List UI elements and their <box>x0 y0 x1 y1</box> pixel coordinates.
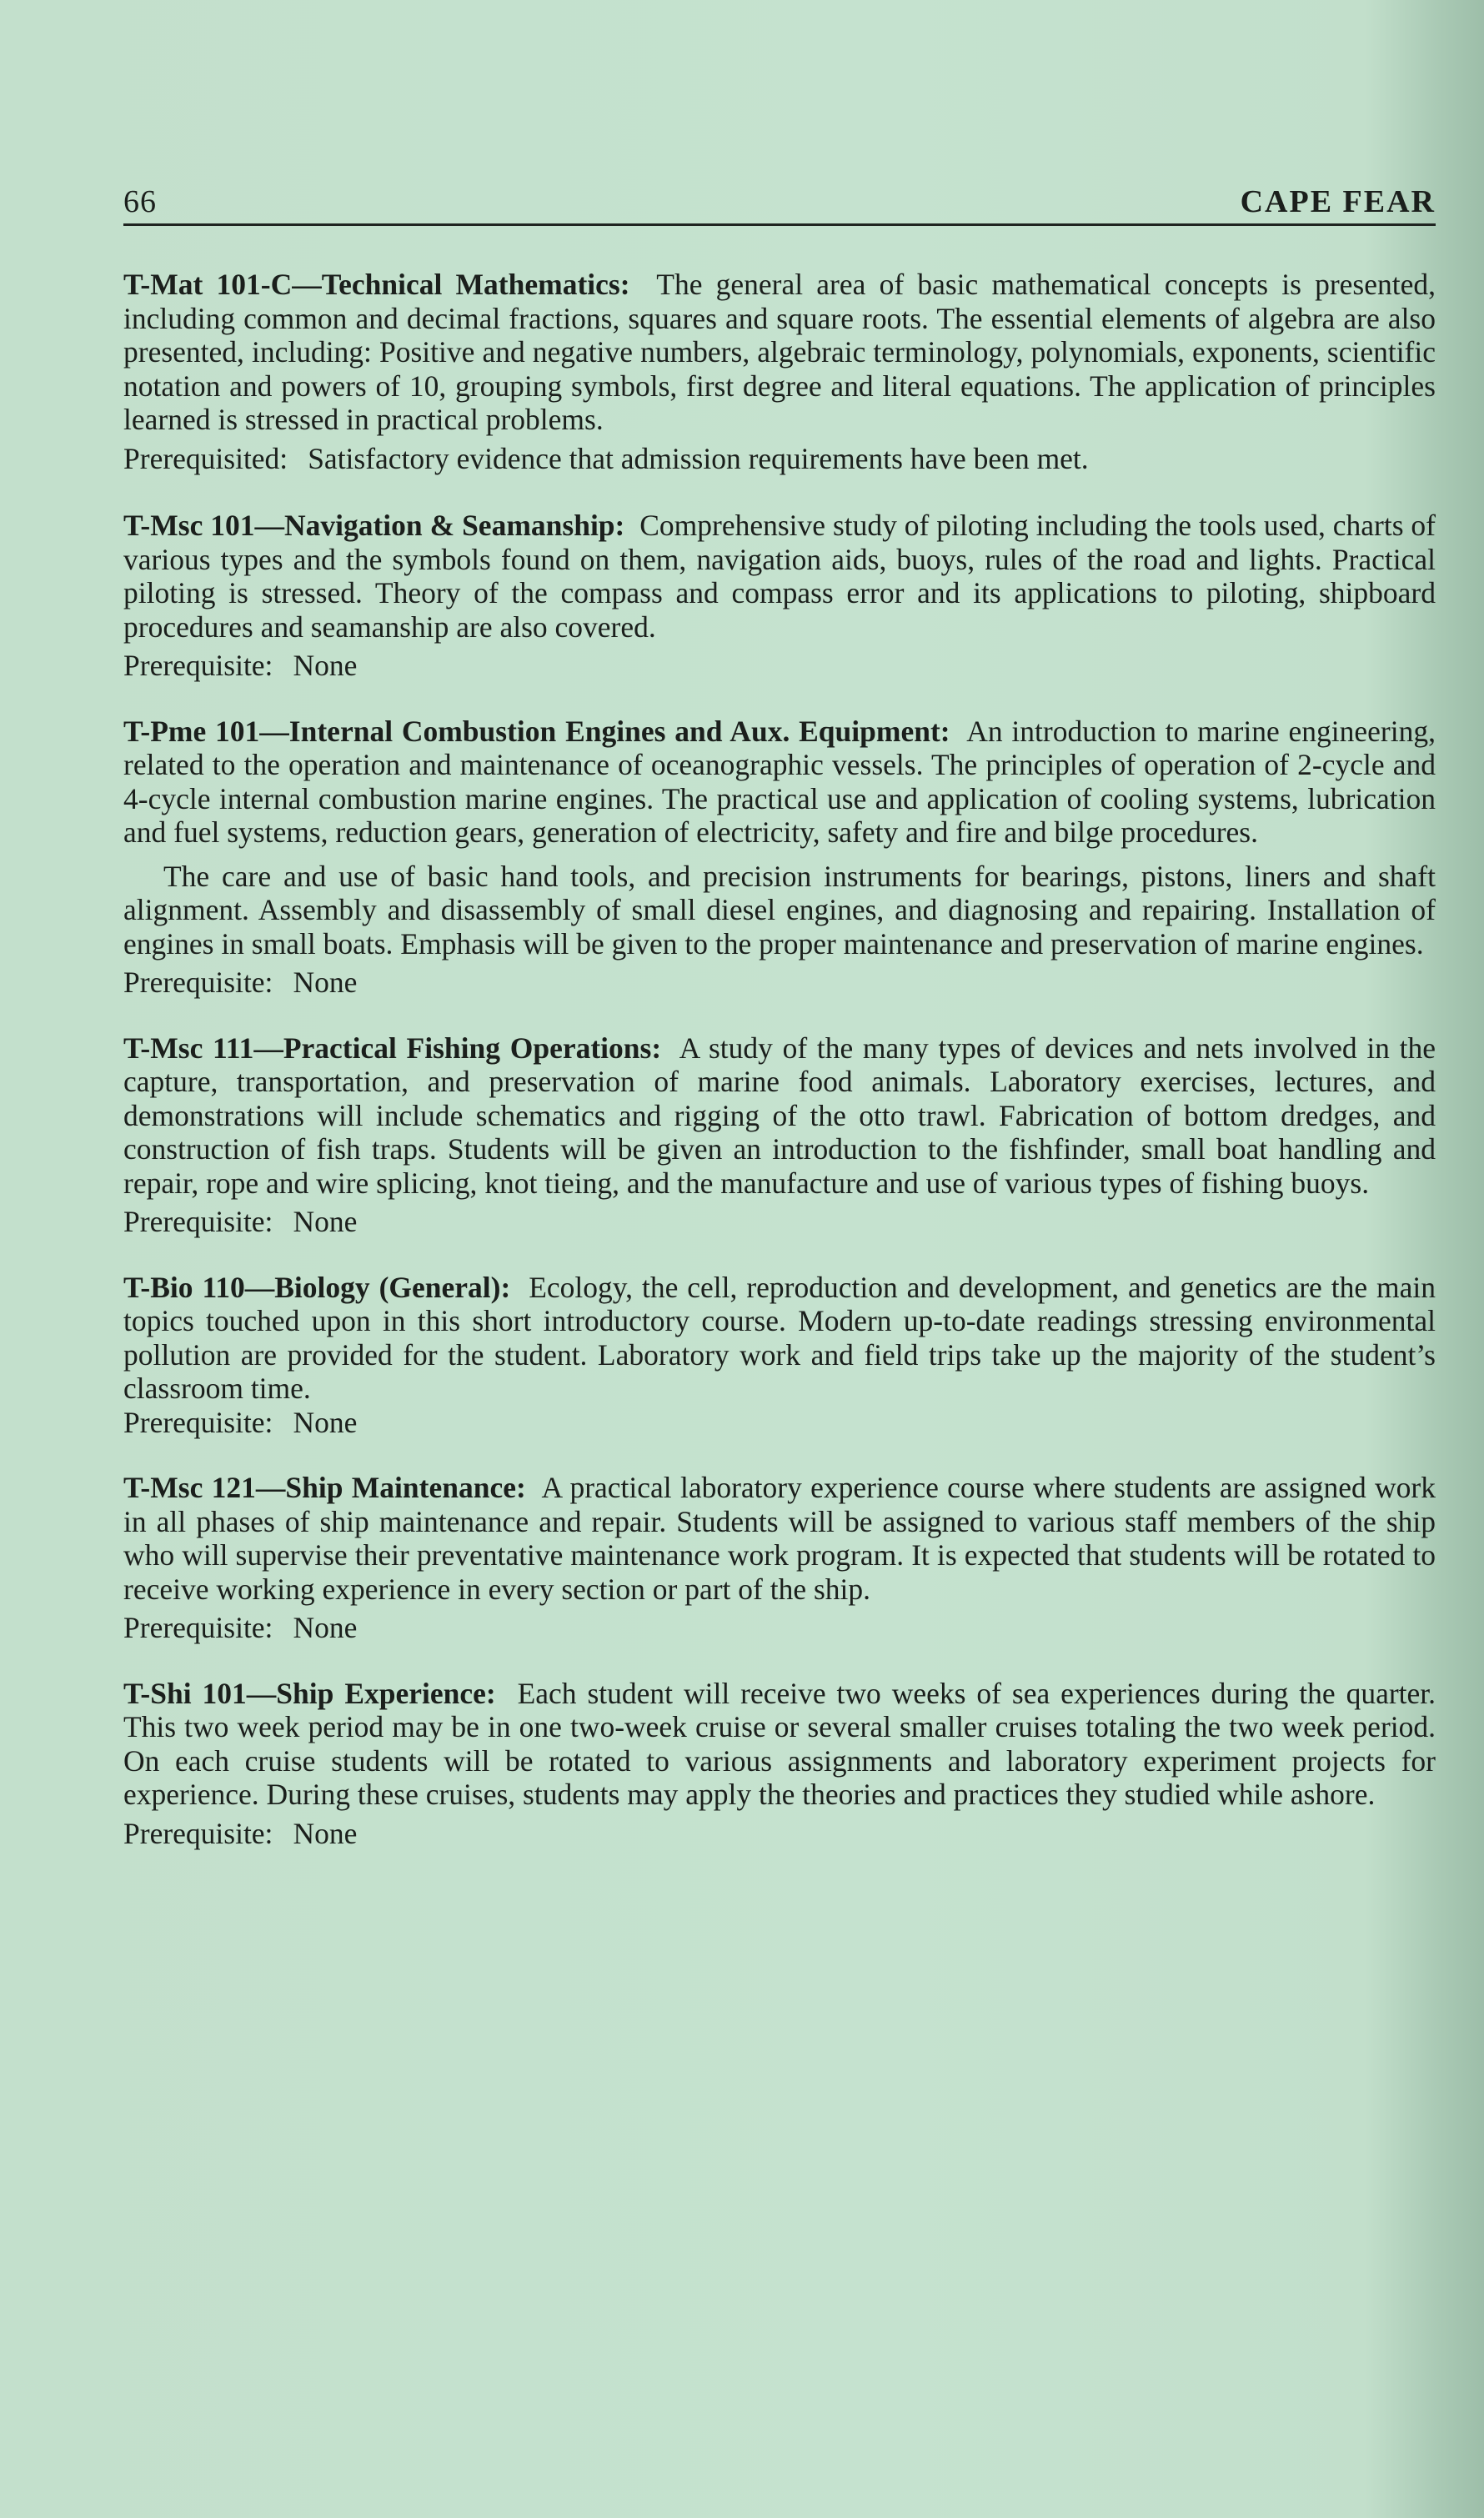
prerequisite <box>123 442 1436 476</box>
course-entry <box>123 509 1436 683</box>
course-description-continued: The care and use of basic hand tools, and precision instruments for bearings, pistons, liners and shaft alignment. Assembly and disassembly of small diesel engines, and diagnosing and repairing. Installation of engines in small boats. Emphasis will be given to the proper maintenance and preservation of marine engines. <box>123 859 1436 961</box>
course-entry <box>123 1471 1436 1645</box>
prerequisite <box>123 1205 1436 1239</box>
prerequisite <box>123 1406 1436 1440</box>
course-description-text: The general area of basic mathematical concepts is presented, including common and decimal fractions, squares and square roots. The essential elements of algebra are also presented, including: Positive and negative numbers, algebraic terminology, polynomials, exponents, scientific notation and powers of 10, grouping symbols, first degree and literal equations. The application of principles learned is stressed in practical problems. <box>123 268 1436 436</box>
prerequisite-label: Prerequisited: <box>123 441 288 475</box>
prerequisite-label: Prerequisite: <box>123 649 273 682</box>
prerequisite-value: None <box>293 1205 358 1238</box>
course-description <box>123 509 1436 644</box>
course-entry <box>123 1031 1436 1239</box>
prerequisite-value: None <box>293 649 358 682</box>
prerequisite-label: Prerequisite: <box>123 1816 273 1850</box>
prerequisite-value: None <box>293 1816 358 1850</box>
prerequisite-label: Prerequisite: <box>123 1611 273 1644</box>
course-heading: T-Msc 111—Practical Fishing Operations: <box>123 1031 662 1065</box>
course-heading: T-Mat 101-C—Technical Mathematics: <box>123 268 630 301</box>
course-heading: T-Bio 110—Biology (General): <box>123 1270 511 1304</box>
course-description-text: An introduction to marine engineering, related to the operation and maintenance of oceanographic vessels. The principles of operation of 2-cycle and 4-cycle internal combustion marine engines. The practical use and application of cooling systems, lubrication and fuel systems, reduction gears, generation of electricity, safety and fire and bilge procedures. <box>123 714 1436 849</box>
course-description-text: Each student will receive two weeks of sea experiences during the quarter. This two week period may be in one two-week cruise or several smaller cruises totaling the two week period. On each cruise students will be rotated to various assignments and laboratory experiment projects for experience. During these cruises, students may apply the theories and practices they studied while ashore. <box>123 1676 1436 1811</box>
course-description <box>123 715 1436 850</box>
prerequisite-value: None <box>293 966 358 999</box>
prerequisite <box>123 1817 1436 1851</box>
course-description-text: Ecology, the cell, reproduction and development, and genetics are the main topics touched upon in this short introductory course. Modern up-to-date readings stressing environmental pollution are provided for the student. Laboratory work and field trips take up the majority of the student’s classroom time. <box>123 1270 1436 1405</box>
course-heading: T-Msc 101—Navigation & Seamanship: <box>123 509 625 542</box>
prerequisite-label: Prerequisite: <box>123 966 273 999</box>
course-description <box>123 1271 1436 1406</box>
prerequisite-label: Prerequisite: <box>123 1205 273 1238</box>
prerequisite <box>123 649 1436 683</box>
prerequisite-value: None <box>293 1405 358 1439</box>
running-head-title: CAPE FEAR <box>1240 184 1436 219</box>
course-entry <box>123 1677 1436 1851</box>
course-description <box>123 1031 1436 1201</box>
prerequisite-label: Prerequisite: <box>123 1405 273 1439</box>
course-entry <box>123 715 1436 1000</box>
course-entry <box>123 1271 1436 1440</box>
course-heading: T-Pme 101—Internal Combustion Engines and Aux. Equipment: <box>123 714 950 748</box>
prerequisite-value: Satisfactory evidence that admission requirements have been met. <box>308 441 1089 475</box>
prerequisite <box>123 1611 1436 1645</box>
catalog-page <box>123 183 1436 1850</box>
course-heading: T-Msc 121—Ship Maintenance: <box>123 1471 526 1504</box>
page-number: 66 <box>123 184 157 219</box>
course-description <box>123 1677 1436 1812</box>
running-head <box>123 183 1436 226</box>
course-description-text: Comprehensive study of piloting including the tools used, charts of various types and the symbols found on them, navigation aids, buoys, rules of the road and lights. Practical piloting is stressed. Theory of the compass and compass error and its applications to piloting, shipboard procedures and seamanship are also covered. <box>123 509 1436 644</box>
course-description <box>123 1471 1436 1606</box>
course-description-text: A practical laboratory experience course where students are assigned work in all phases of ship maintenance and repair. Students will be assigned to various staff members of the ship who will supervise their preventative maintenance work program. It is expected that students will be rotated to receive working experience in every section or part of the ship. <box>123 1471 1436 1606</box>
prerequisite <box>123 966 1436 1000</box>
course-heading: T-Shi 101—Ship Experience: <box>123 1676 496 1710</box>
course-description <box>123 268 1436 437</box>
course-entry <box>123 268 1436 475</box>
course-description-text: A study of the many types of devices and nets involved in the capture, transportation, and preservation of marine food animals. Laboratory exercises, lectures, and demonstrations will include schematics and rigging of the otto trawl. Fabrication of bottom dredges, and construction of fish traps. Students will be given an introduction to the fishfinder, small boat handling and repair, rope and wire splicing, knot tieing, and the manufacture and use of various types of fishing buoys. <box>123 1031 1436 1200</box>
prerequisite-value: None <box>293 1611 358 1644</box>
